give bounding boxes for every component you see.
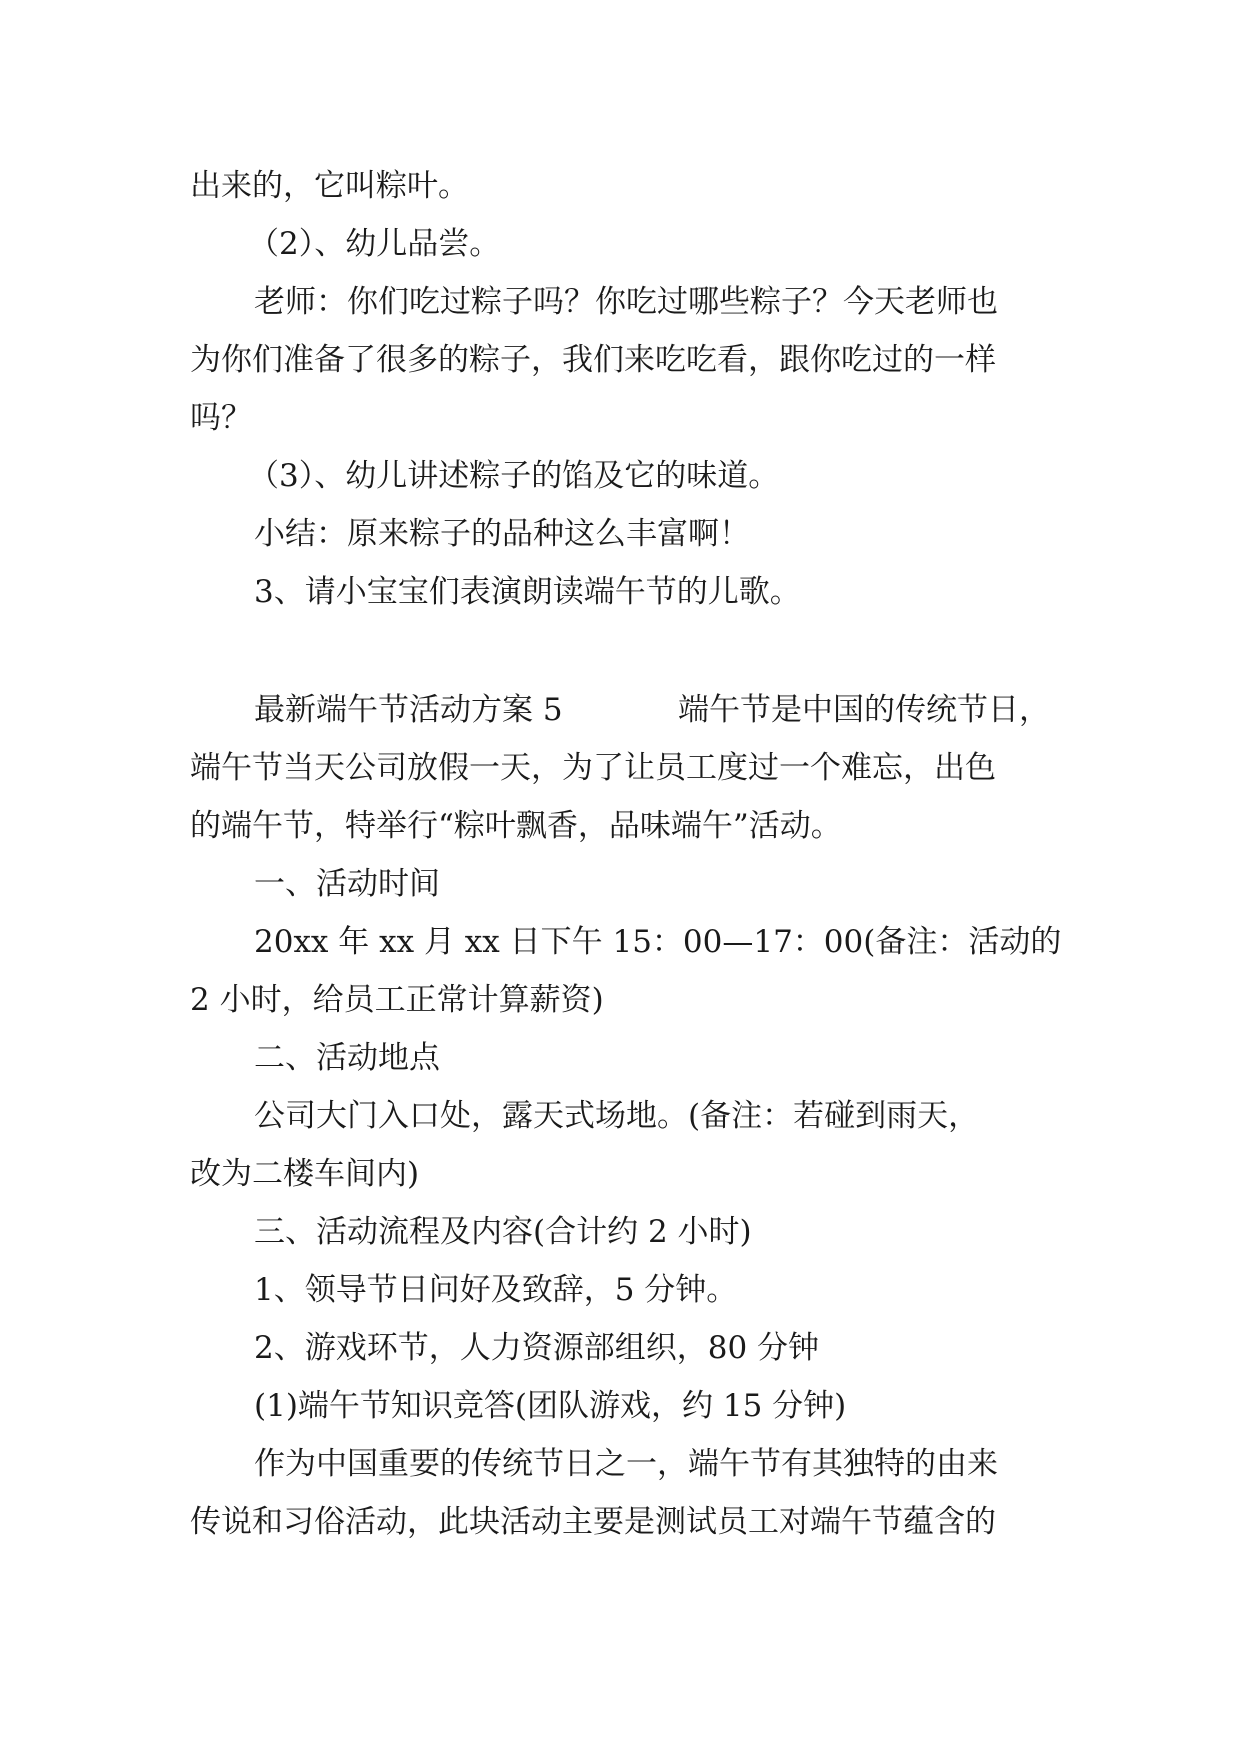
text-line: （3）、幼儿讲述粽子的馅及它的味道。 <box>248 458 780 494</box>
text-line: 为你们准备了很多的粽子，我们来吃吃看，跟你吃过的一样 <box>190 342 996 378</box>
text-line: 出来的，它叫粽叶。 <box>190 168 469 204</box>
text-line: 改为二楼车间内) <box>190 1156 420 1192</box>
text-line: 2 小时，给员工正常计算薪资) <box>190 982 604 1018</box>
text-line: 老师：你们吃过粽子吗？你吃过哪些粽子？今天老师也 <box>254 284 998 320</box>
text-line: 20xx 年 xx 月 xx 日下午 15：00—17：00(备注：活动的 <box>254 924 1062 960</box>
text-line: 公司大门入口处，露天式场地。(备注：若碰到雨天， <box>254 1098 980 1134</box>
section-heading: 二、活动地点 <box>254 1040 440 1076</box>
text-line: 3、请小宝宝们表演朗读端午节的儿歌。 <box>254 574 801 610</box>
text-line: 传说和习俗活动，此块活动主要是测试员工对端午节蕴含的 <box>190 1504 996 1540</box>
text-line: 小结：原来粽子的品种这么丰富啊！ <box>254 516 750 552</box>
text-line: 吗？ <box>190 400 252 436</box>
text-line: 2、游戏环节，人力资源部组织，80 分钟 <box>254 1330 820 1366</box>
section-heading: 三、活动流程及内容(合计约 2 小时) <box>254 1214 752 1250</box>
text-line: (1)端午节知识竞答(团队游戏，约 15 分钟) <box>254 1388 847 1424</box>
section-heading: 一、活动时间 <box>254 866 440 902</box>
text-line: 1、领导节日问好及致辞，5 分钟。 <box>254 1272 738 1308</box>
text-line: （2）、幼儿品尝。 <box>248 226 501 262</box>
text-line: 的端午节，特举行“粽叶飘香，品味端午”活动。 <box>190 808 842 844</box>
text-line: 作为中国重要的传统节日之一，端午节有其独特的由来 <box>254 1446 998 1482</box>
text-line: 端午节是中国的传统节日， <box>678 692 1050 728</box>
section-title: 最新端午节活动方案 5 <box>254 692 563 728</box>
text-line: 端午节当天公司放假一天，为了让员工度过一个难忘，出色 <box>190 750 996 786</box>
